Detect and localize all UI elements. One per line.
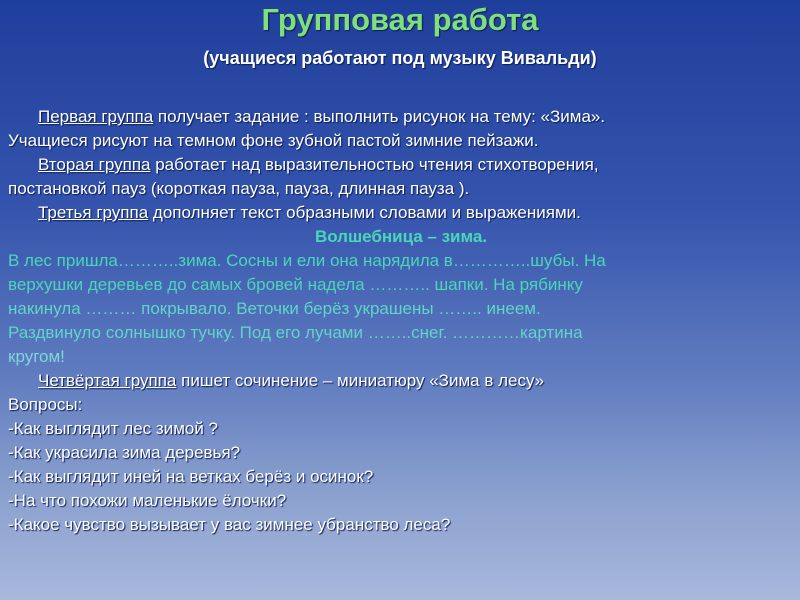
story-line: накинула ……… покрывало. Веточки берёз украшены …….. инеем.: [8, 299, 541, 318]
group2-continuation: постановкой пауз (короткая пауза, пауза, длинная пауза ).: [8, 179, 470, 198]
story-line: кругом!: [8, 347, 65, 366]
group1-text: получает задание : выполнить рисунок на тему: «Зима».: [153, 107, 606, 126]
group4-line: [8, 369, 794, 393]
group2-label: Вторая группа: [38, 155, 151, 174]
questions-title: Вопросы:: [8, 395, 83, 414]
question-item: -Как выглядит лес зимой ?: [8, 419, 219, 438]
group4-text: пишет сочинение – миниатюру «Зима в лесу»: [176, 371, 545, 390]
question-item: -Как украсила зима деревья?: [8, 443, 241, 462]
group2-text: работает над выразительностью чтения стихотворения,: [150, 155, 599, 174]
question-item: -Как выглядит иней на ветках берёз и осинок?: [8, 467, 374, 486]
story-title: Волшебница – зима.: [314, 227, 488, 246]
question-item: -На что похожи маленькие ёлочки?: [8, 491, 287, 510]
group4-label: Четвёртая группа: [38, 371, 177, 390]
group2-line: [8, 153, 794, 177]
group1-label: Первая группа: [38, 107, 154, 126]
story-line: Раздвинуло солнышко тучку. Под его лучами ……..снег. …………картина: [8, 323, 583, 342]
group1-continuation: Учащиеся рисуют на темном фоне зубной пастой зимние пейзажи.: [8, 131, 539, 150]
group3-label: Третья группа: [38, 203, 149, 222]
group3-line: [8, 201, 794, 225]
slide-title: Групповая работа: [261, 2, 539, 37]
question-item: -Какое чувство вызывает у вас зимнее убранство леса?: [8, 515, 451, 534]
story-line: В лес пришла………..зима. Сосны и ели она нарядила в…………..шубы. На: [8, 251, 606, 270]
slide-body: [8, 105, 794, 537]
group1-line: [8, 105, 794, 129]
group3-text: дополняет текст образными словами и выражениями.: [148, 203, 581, 222]
story-line: верхушки деревьев до самых бровей надела ……….. шапки. На рябинку: [8, 275, 583, 294]
slide-subtitle: (учащиеся работают под музыку Вивальди): [203, 48, 597, 68]
